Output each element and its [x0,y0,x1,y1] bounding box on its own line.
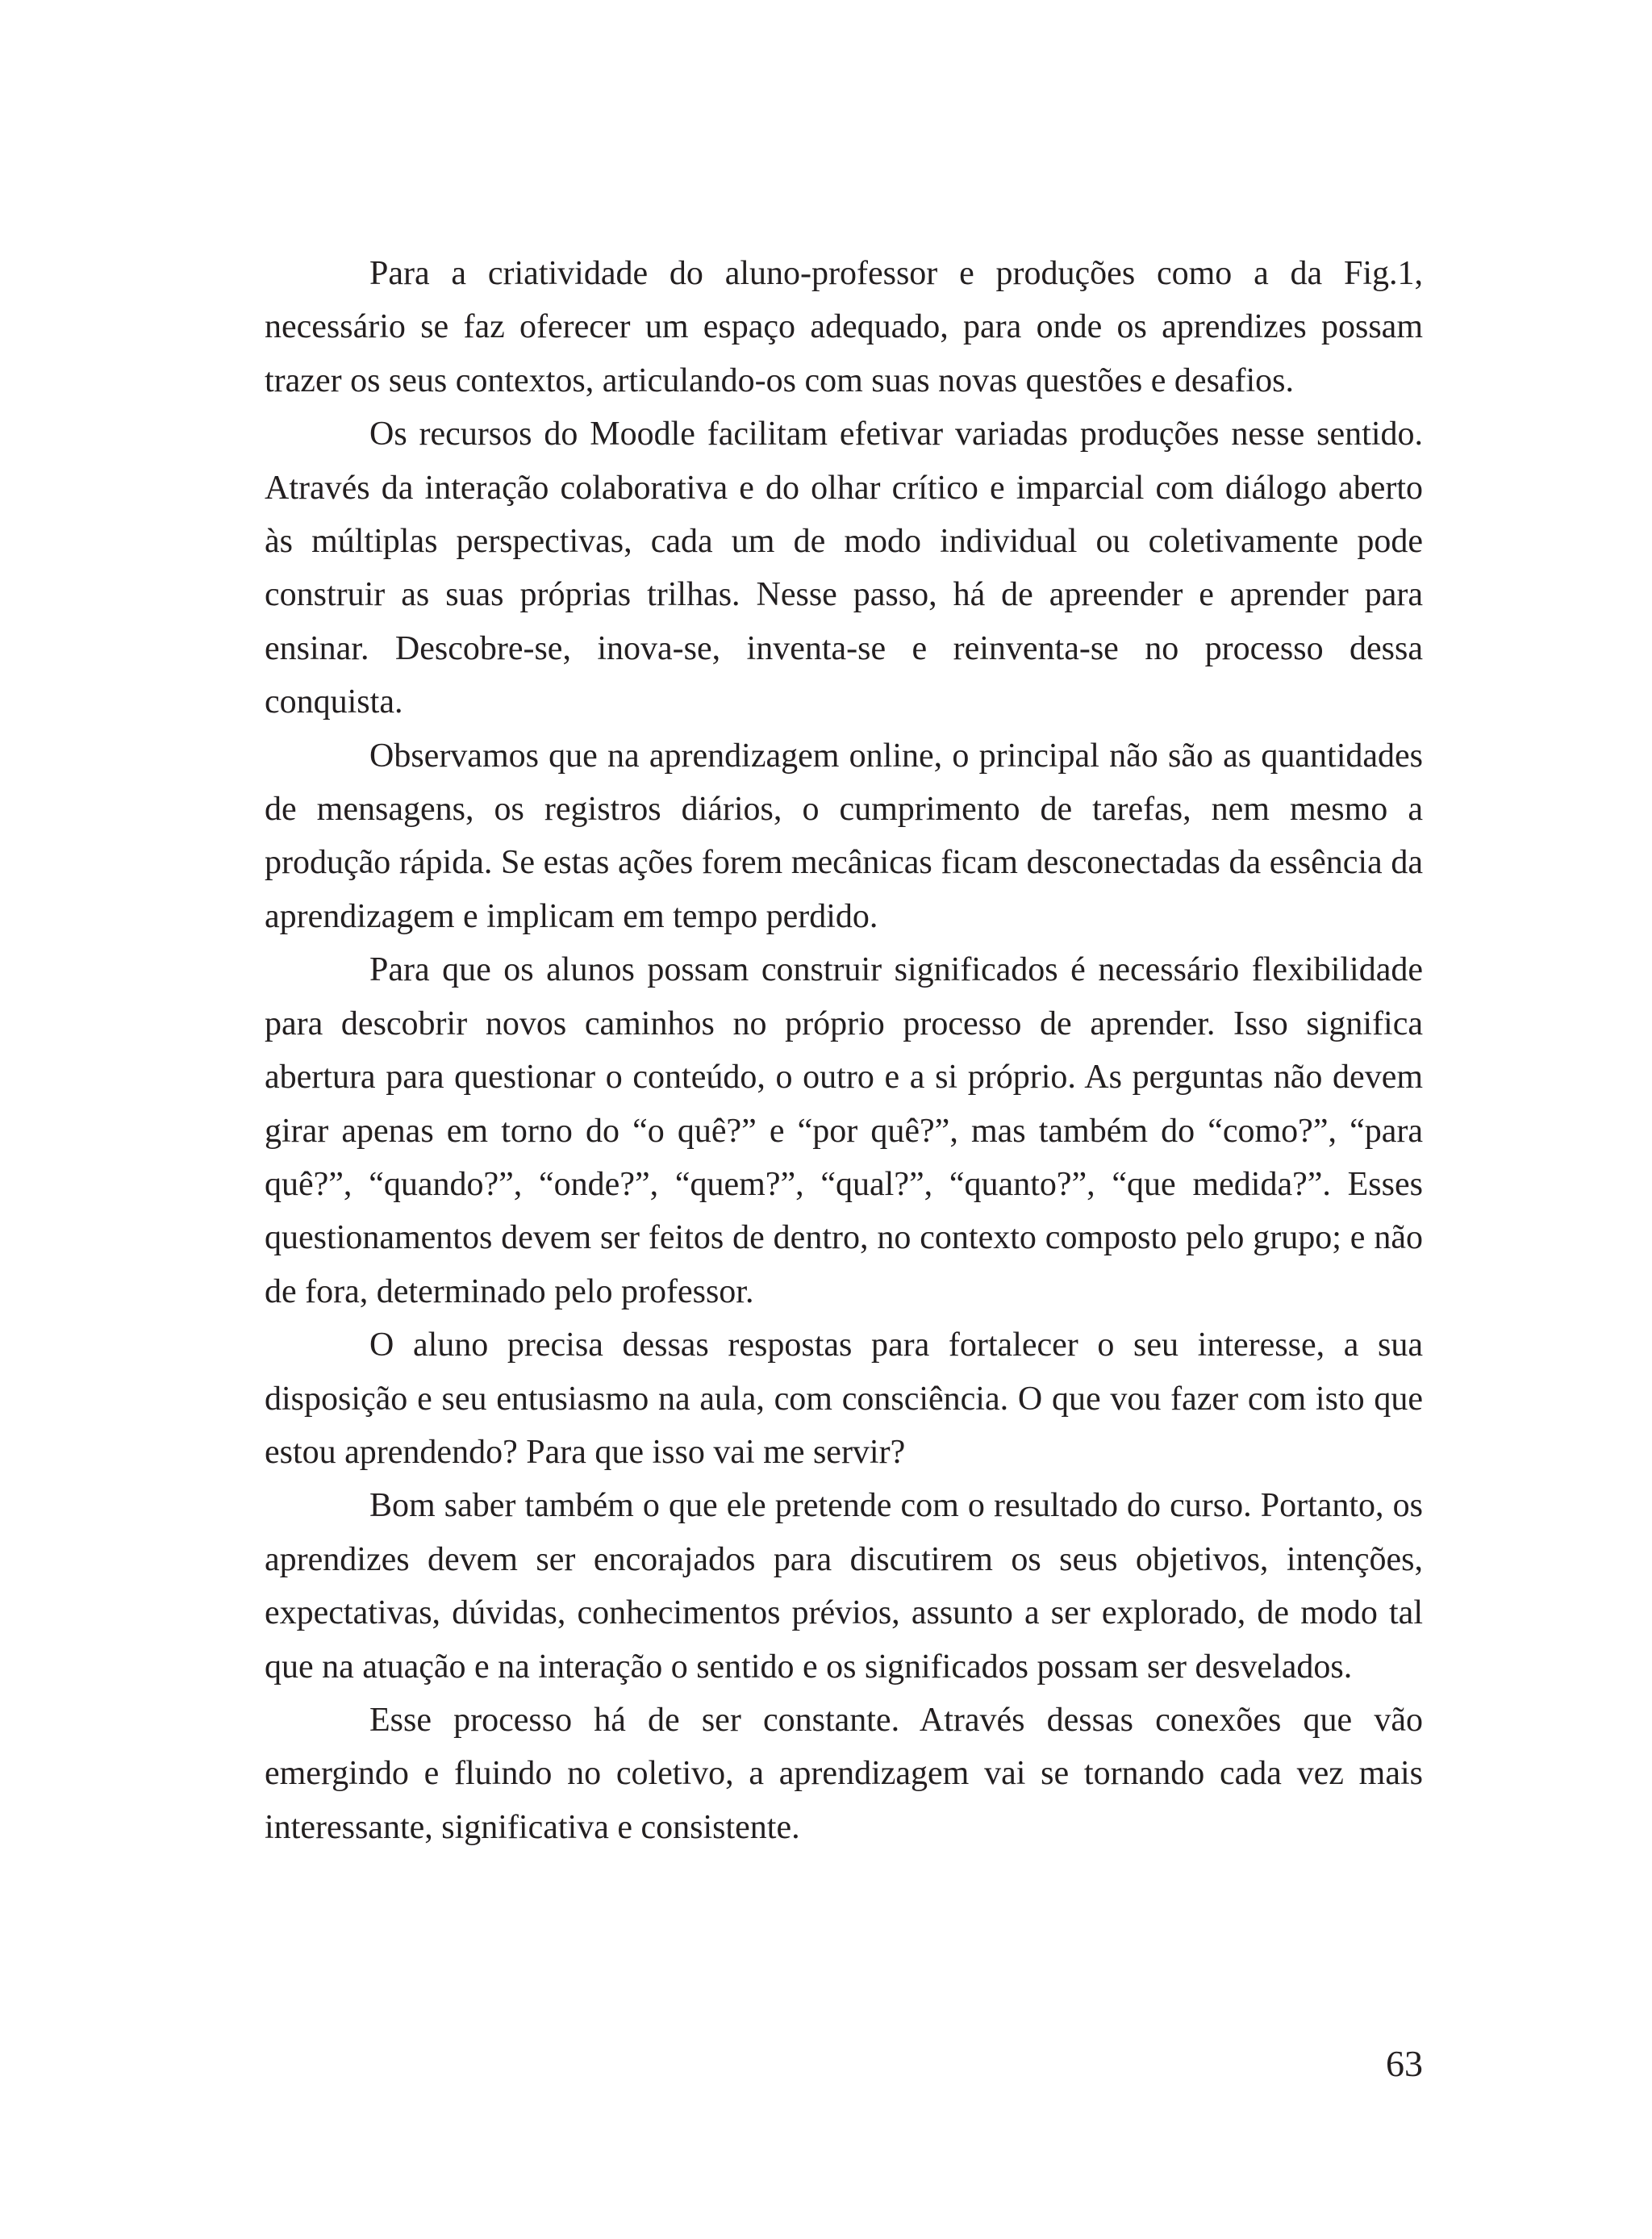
paragraph-7: Esse processo há de ser constante. Através dessas conexões que vão emergindo e fluindo no coletivo, a aprendizagem vai se tornando cada vez mais interessante, significativa e consistente. [265,1701,1423,1846]
paragraph-3: Observamos que na aprendizagem online, o principal não são as quantidades de mensagens, os registros diários, o cumprimento de tarefas, nem mesmo a produção rápida. Se estas ações forem mecânicas ficam desconectadas da essência da aprendizagem e implicam em tempo perdido. [265,737,1423,935]
paragraph-1: Para a criatividade do aluno-professor e produções como a da Fig.1, necessário se faz oferecer um espaço adequado, para onde os aprendizes possam trazer os seus contextos, articulando-os com suas novas questões e desafios. [265,255,1423,399]
paragraph-5: O aluno precisa dessas respostas para fortalecer o seu interesse, a sua disposição e seu entusiasmo na aula, com consciência. O que vou fazer com isto que estou aprendendo? Para que isso vai me servir? [265,1326,1423,1471]
body-text [265,247,1423,1854]
page-number: 63 [1386,2043,1423,2084]
paragraph-6: Bom saber também o que ele pretende com o resultado do curso. Portanto, os aprendizes devem ser encorajados para discutirem os seus objetivos, intenções, expectativas, dúvidas, conhecimentos prévios, assunto a ser explorado, de modo tal que na atuação e na interação o sentido e os significados possam ser desvelados. [265,1487,1423,1686]
paragraph-2: Os recursos do Moodle facilitam efetivar variadas produções nesse sentido. Através da interação colaborativa e do olhar crítico e imparcial com diálogo aberto às múltiplas perspectivas, cada um de modo individual ou coletivamente pode construir as suas próprias trilhas. Nesse passo, há de apreender e aprender para ensinar. Descobre-se, inova-se, inventa-se e reinventa-se no processo dessa conquista. [265,416,1423,721]
paragraph-4: Para que os alunos possam construir significados é necessário flexibilidade para descobrir novos caminhos no próprio processo de aprender. Isso significa abertura para questionar o conteúdo, o outro e a si próprio. As perguntas não devem girar apenas em torno do “o quê?” e “por quê?”, mas também do “como?”, “para quê?”, “quando?”, “onde?”, “quem?”, “qual?”, “quanto?”, “que medida?”. Esses questionamentos devem ser feitos de dentro, no contexto composto pelo grupo; e não de fora, determinado pelo professor. [265,951,1423,1310]
